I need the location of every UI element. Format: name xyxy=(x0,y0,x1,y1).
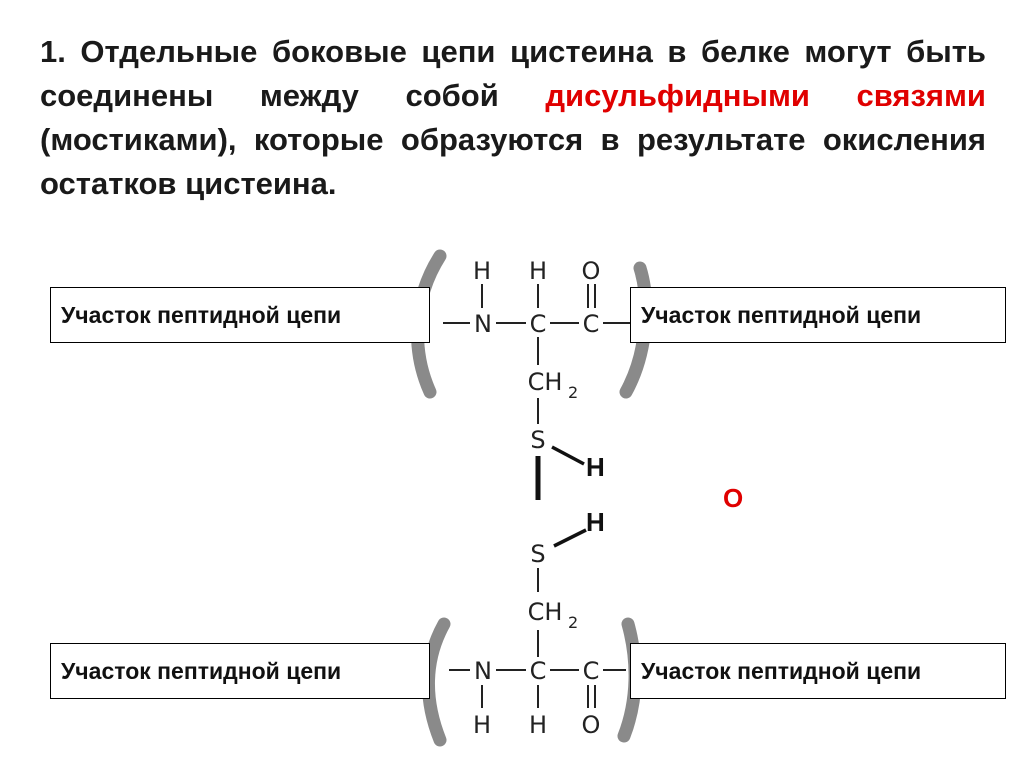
atom-c1-top: C xyxy=(529,310,547,338)
title-text-start: 1. Отдельные боковые цепи цистеина в белке могут быть соединены между собой xyxy=(40,34,986,113)
bond-s-h-top xyxy=(552,447,584,464)
subscript-2-top: 2 xyxy=(568,383,579,402)
peptide-segment-bottom-left: Участок пептидной цепи xyxy=(50,643,430,699)
peptide-segment-top-left: Участок пептидной цепи xyxy=(50,287,430,343)
peptide-segment-bottom-right: Участок пептидной цепи xyxy=(630,643,1006,699)
oxygen-label: O xyxy=(723,483,744,513)
atom-ch-top: CH xyxy=(527,368,563,396)
left-bracket-bottom xyxy=(428,624,444,740)
atom-n-top: N xyxy=(474,310,492,338)
atom-n-bottom: N xyxy=(474,657,492,685)
atom-o-top: O xyxy=(581,257,601,285)
atom-s-top: S xyxy=(530,426,546,454)
atom-s-bottom: S xyxy=(530,540,546,568)
atom-h-c-top: H xyxy=(528,257,548,285)
atom-o-bottom: O xyxy=(581,711,601,739)
bond-s-h-bottom xyxy=(554,530,586,546)
hydrogen-bottom: H xyxy=(586,507,605,537)
peptide-segment-top-right: Участок пептидной цепи xyxy=(630,287,1006,343)
title-text-end: (мостиками), которые образуются в результате окисления остатков цистеина. xyxy=(40,122,986,201)
atom-h-c-bottom: H xyxy=(528,711,548,739)
atom-c2-bottom: C xyxy=(582,657,600,685)
atom-c2-top: C xyxy=(582,310,600,338)
title-highlight-disulfide-bonds: дисульфидными связями xyxy=(545,78,986,113)
subscript-2-bottom: 2 xyxy=(568,613,579,632)
atom-h-n-bottom: H xyxy=(472,711,492,739)
atom-c1-bottom: C xyxy=(529,657,547,685)
hydrogen-top: H xyxy=(586,452,605,482)
atom-ch-bottom: CH xyxy=(527,598,563,626)
atom-h-n-top: H xyxy=(472,257,492,285)
